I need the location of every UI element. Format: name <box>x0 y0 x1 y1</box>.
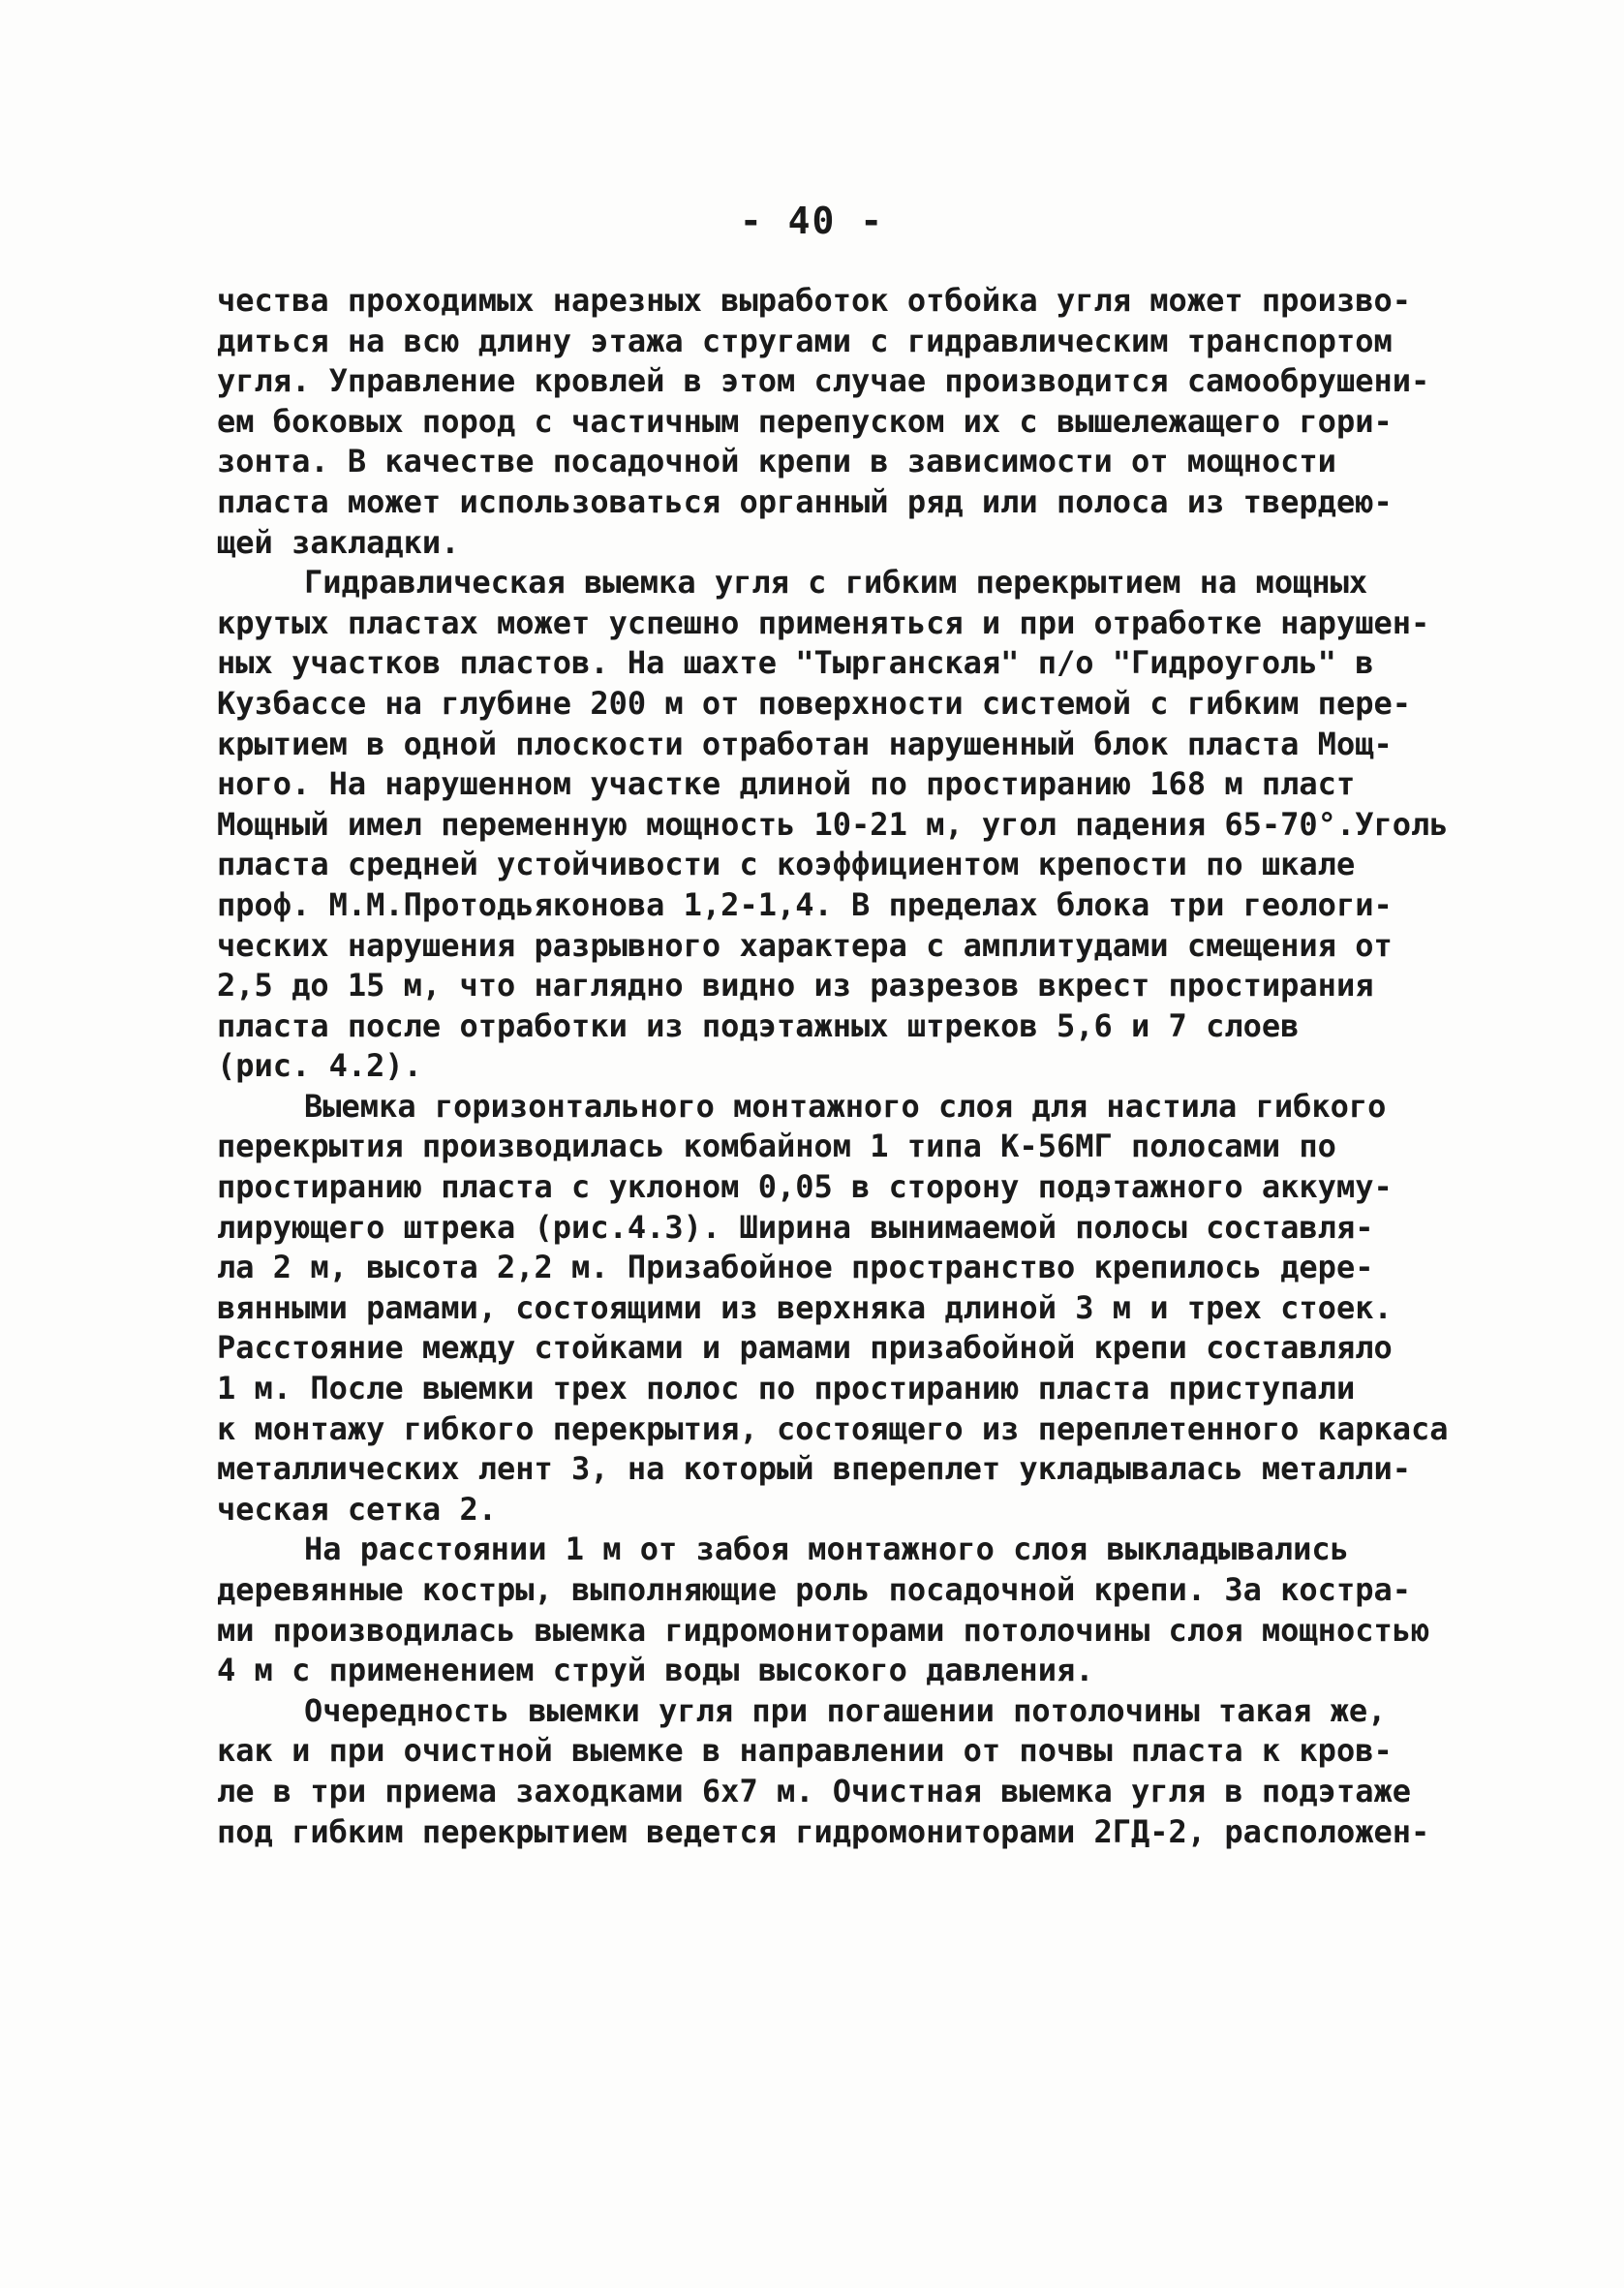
text-line: ческих нарушения разрывного характера с амплитудами смещения от <box>217 926 1393 964</box>
text-line: крытием в одной плоскости отработан нарушенный блок пласта Мощ- <box>217 725 1393 762</box>
text-line: под гибким перекрытием ведется гидромониторами 2ГД-2, расположен- <box>217 1812 1430 1850</box>
text-line: ла 2 м, высота 2,2 м. Призабойное пространство крепилось дере- <box>217 1249 1374 1286</box>
text-line: На расстоянии 1 м от забоя монтажного слоя выкладывались <box>304 1530 1349 1568</box>
text-line: Гидравлическая выемка угля с гибким перекрытием на мощных <box>304 564 1368 602</box>
paragraph-3 <box>217 1087 1449 1530</box>
body-text <box>217 281 1449 1852</box>
text-line: ле в три приема заходками 6х7 м. Очистная выемка угля в подэтаже <box>217 1772 1411 1809</box>
text-line: ных участков пластов. На шахте "Тырганская" п/о "Гидроуголь" в <box>217 644 1374 682</box>
page-number: - 40 - <box>739 200 885 242</box>
text-line: к монтажу гибкого перекрытия, состоящего из переплетенного каркаса <box>217 1409 1449 1447</box>
text-line: зонта. В качестве посадочной крепи в зависимости от мощности <box>217 443 1336 480</box>
text-line: Кузбассе на глубине 200 м от поверхности системой с гибким пере- <box>217 684 1411 722</box>
text-line: 1 м. После выемки трех полос по простиранию пласта приступали <box>217 1370 1356 1407</box>
text-line: металлических лент 3, на который впереплет укладывалась металли- <box>217 1450 1411 1488</box>
text-line: перекрытия производилась комбайном 1 типа К-56МГ полосами по <box>217 1128 1336 1165</box>
text-line: крутых пластах может успешно применяться и при отработке нарушен- <box>217 603 1430 641</box>
text-line: ного. На нарушенном участке длиной по простиранию 168 м пласт <box>217 765 1356 803</box>
text-line: Мощный имел переменную мощность 10-21 м, угол падения 65-70°.Уголь <box>217 805 1449 843</box>
text-line: проф. М.М.Протодьяконова 1,2-1,4. В пределах блока три геологи- <box>217 885 1393 923</box>
text-line: простиранию пласта с уклоном 0,05 в сторону подэтажного аккуму- <box>217 1168 1393 1206</box>
text-line: щей закладки. <box>217 523 460 561</box>
text-line: пласта средней устойчивости с коэффициентом крепости по шкале <box>217 846 1356 883</box>
text-line: 2,5 до 15 м, что наглядно видно из разрезов вкрест простирания <box>217 967 1374 1005</box>
text-line: деревянные костры, выполняющие роль посадочной крепи. За костра- <box>217 1571 1411 1608</box>
paragraph-4 <box>217 1530 1430 1690</box>
text-line: пласта может использоваться органный ряд или полоса из твердею- <box>217 482 1393 520</box>
text-line: пласта после отработки из подэтажных штреков 5,6 и 7 слоев <box>217 1006 1300 1044</box>
text-line: Очередность выемки угля при погашении потолочины такая же, <box>304 1691 1387 1729</box>
paragraph-1 <box>217 281 1430 563</box>
text-line: чества проходимых нарезных выработок отбойка угля может произво- <box>217 282 1411 319</box>
text-line: угля. Управление кровлей в этом случае производится самообрушени- <box>217 362 1430 400</box>
paragraph-5 <box>217 1691 1430 1852</box>
text-line: Выемка горизонтального монтажного слоя для настила гибкого <box>304 1087 1387 1125</box>
text-line: 4 м с применением струй воды высокого давления. <box>217 1652 1094 1689</box>
text-line: вянными рамами, состоящими из верхняка длиной 3 м и трех стоек. <box>217 1288 1393 1326</box>
text-line: диться на всю длину этажа стругами с гидравлическим транспортом <box>217 322 1393 359</box>
text-line: как и при очистной выемке в направлении от почвы пласта к кров- <box>217 1732 1393 1770</box>
text-line: (рис. 4.2). <box>217 1047 422 1085</box>
text-line: ческая сетка 2. <box>217 1490 497 1528</box>
text-line: ем боковых пород с частичным перепуском их с вышележащего гори- <box>217 402 1393 440</box>
text-line: Расстояние между стойками и рамами призабойной крепи составляло <box>217 1329 1393 1367</box>
paragraph-2 <box>217 563 1449 1087</box>
text-line: ми производилась выемка гидромониторами потолочины слоя мощностью <box>217 1611 1430 1649</box>
text-line: лирующего штрека (рис.4.3). Ширина вынимаемой полосы составля- <box>217 1208 1374 1246</box>
